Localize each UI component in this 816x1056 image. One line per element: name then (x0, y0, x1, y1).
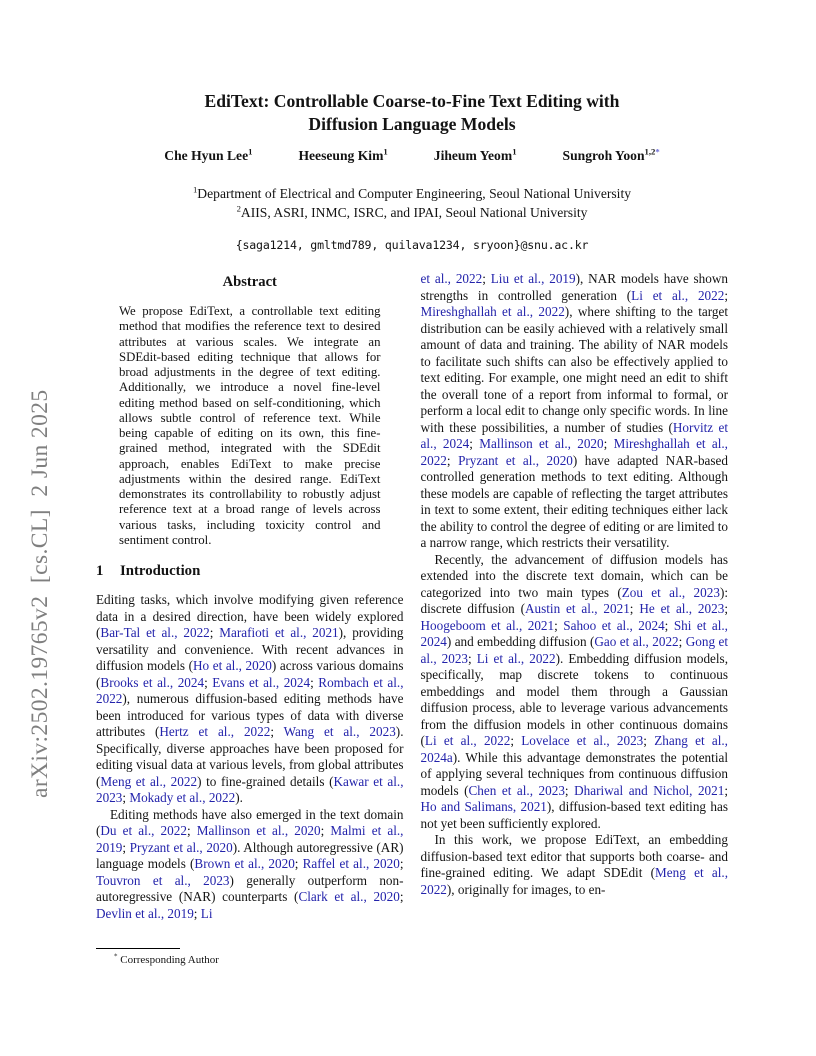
text-run: ) and embedding diffusion ( (446, 634, 595, 649)
footnote-rule (96, 948, 180, 949)
author-list (92, 148, 732, 164)
author-affil-sup: 1 (383, 146, 388, 157)
affiliation-1 (92, 184, 732, 203)
citation-link[interactable]: Horvitz et al., 2024 (420, 419, 728, 451)
text-run: ; (320, 823, 331, 838)
text-run: ; (204, 674, 213, 690)
text-run: ; (122, 839, 130, 855)
text-run: ; (186, 823, 197, 838)
citation-link[interactable]: Zhang et al., 2024a (420, 733, 728, 765)
text-run: ; (310, 674, 319, 690)
title-line-1: EdiText: Controllable Coarse-to-Fine Text Editing with (204, 91, 620, 111)
citation-link[interactable]: Li (200, 905, 213, 921)
affiliation-sup: 1 (192, 184, 198, 195)
text-run: Recently, the advancement of diffusion models has extended into the discrete text domain, which can be categorized into two main types ( (420, 551, 728, 600)
text-run: In this work, we propose EdiText, an embedding diffusion-based text editor that supports both coarse- and fine-grained editing. We adapt SDEdit ( (420, 832, 728, 880)
author-affil-sup: 1,2 (644, 146, 656, 157)
text-run: ; (554, 617, 564, 633)
citation-link[interactable]: Marafioti et al., 2021 (219, 625, 339, 640)
text-run: ; (270, 724, 284, 739)
citation-link[interactable]: Austin et al., 2021 (525, 601, 630, 616)
affiliation-text: Department of Electrical and Computer Engineering, Seoul National University (197, 186, 632, 201)
citation-link[interactable]: Li et al., 2022 (476, 650, 556, 666)
citation-link[interactable]: Li et al., 2022 (631, 287, 725, 303)
text-run: ). (235, 790, 243, 805)
text-run: ; (510, 733, 522, 748)
intro-paragraph-1 (96, 592, 404, 807)
arxiv-watermark: arXiv:2502.19765v2 [cs.CL] 2 Jun 2025 (27, 389, 53, 798)
citation-link[interactable]: Hoogeboom et al., 2021 (420, 617, 555, 633)
text-run: ; (294, 856, 303, 871)
author-2 (298, 148, 387, 164)
citation-link[interactable]: Malmi et al., 2019 (96, 823, 404, 855)
citation-link[interactable]: Mireshghallah et al., 2022 (420, 304, 565, 319)
abstract-body: We propose EdiText, a controllable text editing method that modifies the reference text to desired attributes at various scales. We integrate an SDEdit-based editing technique that allows for broad adjustments in the degree of text editing. Additionally, we introduce a novel fine-level editing method based on self-conditioning, which allows subtle control of reference text. While being capable of editing on its own, this fine-grained method, integrated with the SDEdit approach, enables EdiText to make precise adjustments within the desired range. EdiText demonstrates its controllability to robustly adjust reference text at a broad range of levels across various tasks, including toxicity control and sentiment control. (119, 304, 381, 547)
citation-link[interactable]: Mireshghallah et al., 2022 (420, 436, 728, 468)
text-run: ), NAR models have shown strengths in controlled generation ( (420, 271, 728, 303)
citation-link[interactable]: Devlin et al., 2019 (96, 905, 194, 921)
author-affil-sup: 1 (248, 146, 253, 157)
text-run: ), where shifting to the target distribution can be easily achieved with a relatively small amount of data and training. The ability of NAR models to facilitate such shifts can also be effectively applied to text editing. For example, one might need an edit to shift the overall tone of a report from informal to formal, or perform a local edit to change only specific words. In line with these possibilities, a number of studies ( (420, 304, 728, 435)
footnote-marker: * (114, 952, 118, 961)
citation-link[interactable]: Rombach et al., 2022 (96, 674, 404, 706)
text-run: Editing methods have also emerged in the text domain ( (96, 806, 404, 838)
citation-link[interactable]: et al., 2022 (420, 271, 483, 286)
citation-link[interactable]: Chen et al., 2023 (468, 782, 565, 798)
text-run: ; (664, 617, 674, 633)
citation-link[interactable]: Liu et al., 2019 (490, 271, 576, 286)
text-run: ; (678, 634, 686, 649)
text-run: ; (122, 790, 130, 805)
author-name: Jiheum Yeom (433, 148, 513, 163)
text-run: ) generally outperform non-autoregressive (NAR) counterparts ( (96, 872, 404, 904)
citation-link[interactable]: Pryzant et al., 2020 (129, 839, 233, 855)
section-heading-introduction (96, 563, 404, 580)
text-run: ; (469, 436, 480, 451)
text-run: ; (724, 601, 728, 616)
citation-link[interactable]: Ho et al., 2020 (193, 658, 272, 673)
citation-link[interactable]: Evans et al., 2024 (212, 674, 311, 690)
right-paragraph-1 (421, 271, 729, 552)
citation-link[interactable]: Wang et al., 2023 (283, 724, 396, 739)
citation-link[interactable]: Touvron et al., 2023 (96, 872, 230, 888)
corresponding-author-mark: * (655, 146, 660, 157)
footnote-label: Corresponding Author (120, 954, 219, 966)
text-run: ; (446, 452, 459, 468)
citation-link[interactable]: Brown et al., 2020 (194, 856, 295, 871)
author-name: Sungroh Yoon (562, 148, 645, 163)
footnote-text (96, 954, 404, 966)
text-run: ; (482, 271, 491, 286)
text-run: ) across various domains ( (96, 658, 404, 690)
text-run: ). Embedding diffusion models, specifically, map discrete tokens to continuous embeddings and model them through a Gaussian diffusion process, able to leverage various advancements from the diffusion models in other continuous domains ( (420, 650, 728, 748)
text-run: ; (399, 856, 404, 871)
abstract-heading: Abstract (222, 274, 277, 290)
citation-link[interactable]: Dhariwal and Nichol, 2021 (574, 782, 725, 798)
author-4 (563, 148, 660, 164)
citation-link[interactable]: Hertz et al., 2022 (159, 724, 271, 739)
citation-link[interactable]: Gao et al., 2022 (594, 634, 679, 649)
section-title: Introduction (120, 563, 201, 579)
citation-link[interactable]: Mallinson et al., 2020 (196, 823, 321, 838)
intro-paragraph-2 (96, 807, 404, 923)
text-run: ; (724, 782, 728, 798)
citation-link[interactable]: Bar-Tal et al., 2022 (100, 625, 210, 640)
citation-link[interactable]: Shi et al., 2024 (420, 617, 728, 649)
citation-link[interactable]: Meng et al., 2022 (100, 773, 198, 789)
author-affil-sup: 1 (512, 146, 517, 157)
two-column-body (96, 271, 728, 983)
citation-link[interactable]: Gong et al., 2023 (420, 634, 728, 666)
text-run: ) to fine-grained details ( (197, 773, 334, 789)
text-run: ; (209, 625, 220, 640)
paper-header (92, 90, 732, 252)
citation-link[interactable]: Raffel et al., 2020 (302, 856, 400, 871)
title-line-2: Diffusion Language Models (308, 114, 516, 134)
text-run: ; (564, 782, 575, 798)
citation-link[interactable]: Ho and Salimans, 2021 (420, 799, 547, 814)
author-name: Heeseung Kim (298, 148, 384, 163)
text-run: ), numerous diffusion-based editing methods have been introduced for various types of data with diverse attributes ( (96, 691, 404, 739)
author-name: Che Hyun Lee (164, 148, 249, 163)
text-run: ; (724, 287, 728, 303)
text-run: ) have adapted NAR-based controlled generation methods to text editing. Although these models are capable of reflecting the target attributes in text to some extent, their editing techniques either lack the ability to control the degree of editing or are limited to a narrow range, which restricts their versatility. (420, 452, 728, 550)
citation-link[interactable]: Brooks et al., 2024 (100, 674, 205, 690)
citation-link[interactable]: Li et al., 2022 (424, 733, 511, 748)
right-paragraph-2 (421, 552, 729, 833)
affiliation-sup: 2 (236, 203, 241, 214)
text-run: ; (193, 905, 201, 921)
citation-link[interactable]: Mallinson et al., 2020 (479, 436, 604, 451)
text-run: ), diffusion-based text editing has not yet been sufficiently explored. (420, 799, 728, 831)
citation-link[interactable]: Mokady et al., 2022 (129, 790, 236, 805)
text-run: ; (468, 650, 477, 666)
text-run: ), providing versatility and convenience. With recent advances in diffusion models ( (96, 625, 404, 673)
text-run: ): discrete diffusion ( (420, 584, 728, 616)
citation-link[interactable]: Clark et al., 2020 (298, 889, 400, 904)
right-column (421, 271, 729, 983)
text-run: ), originally for images, to en- (446, 881, 606, 897)
citation-link[interactable]: Kawar et al., 2023 (96, 773, 404, 805)
citation-link[interactable]: Sahoo et al., 2024 (563, 617, 665, 633)
section-number: 1 (96, 563, 104, 579)
text-run: ). While this advantage demonstrates the potential of applying several techniques from continuous diffusion models ( (420, 749, 728, 798)
citation-link[interactable]: Zou et al., 2023 (621, 584, 720, 600)
text-run: ; (399, 889, 404, 904)
text-run: ; (603, 436, 614, 451)
affiliation-text: AIIS, ASRI, INMC, ISRC, and IPAI, Seoul National University (240, 205, 588, 220)
affiliation-2 (92, 203, 732, 222)
text-run: ). Although autoregressive (AR) language models ( (96, 839, 404, 871)
citation-link[interactable]: Lovelace et al., 2023 (521, 733, 644, 748)
footnote (96, 948, 404, 966)
left-column (96, 271, 404, 983)
text-run: ). Specifically, diverse approaches have been proposed for editing visual data at various levels, from global attributes ( (96, 724, 404, 789)
author-3 (434, 148, 517, 164)
text-run: ; (629, 601, 640, 616)
citation-link[interactable]: Du et al., 2022 (100, 823, 187, 838)
text-run: Editing tasks, which involve modifying given reference data in a desired direction, have been widely explored ( (96, 592, 404, 640)
citation-link[interactable]: Pryzant et al., 2020 (458, 452, 573, 468)
affiliation-list (92, 184, 732, 222)
author-emails: {saga1214, gmltmd789, quilava1234, sryoon}@snu.ac.kr (235, 238, 589, 252)
text-run: ; (643, 733, 655, 748)
right-paragraph-3 (421, 832, 729, 898)
paper-title (92, 90, 732, 136)
citation-link[interactable]: Meng et al., 2022 (420, 865, 728, 897)
author-1 (164, 148, 252, 164)
citation-link[interactable]: He et al., 2023 (639, 601, 725, 616)
